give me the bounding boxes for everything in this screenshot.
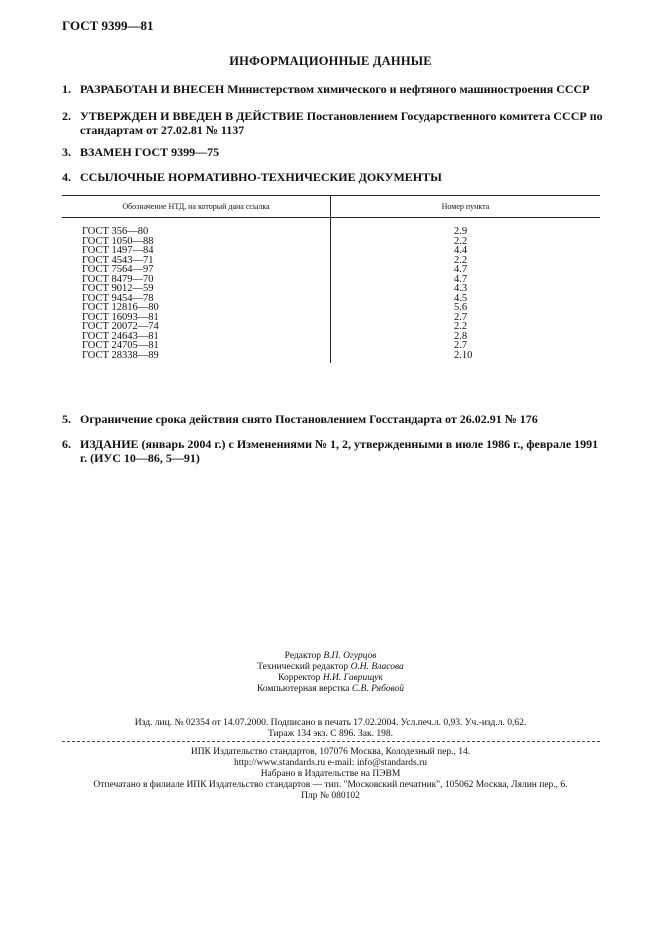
editorial-staff xyxy=(0,651,661,695)
table-cell-clause: 2.2 xyxy=(454,235,468,247)
reference-table xyxy=(62,195,600,365)
item-number: 3. xyxy=(62,145,71,159)
table-cell-clause: 5.6 xyxy=(454,302,468,313)
staff-role: Редактор xyxy=(284,651,321,661)
staff-role: Технический редактор xyxy=(257,662,349,672)
staff-name: О.Н. Власова xyxy=(350,662,404,672)
table-cell-document: ГОСТ 12816—80 xyxy=(82,302,159,313)
table-cell-document: ГОСТ 20072—74 xyxy=(82,321,159,332)
item-lead: РАЗРАБОТАН И ВНЕСЕН xyxy=(80,82,225,96)
info-item-1 xyxy=(62,82,607,96)
item-lead: ВЗАМЕН ГОСТ 9399—75 xyxy=(80,145,220,159)
info-item-6 xyxy=(62,437,607,465)
info-item-2 xyxy=(62,109,607,137)
staff-name: С.В. Рябовой xyxy=(351,684,404,694)
table-header-document: Обозначение НТД, на который дана ссылка xyxy=(122,202,270,211)
clause-column xyxy=(454,227,472,360)
printing-line: http://www.standards.ru e-mail: info@standards.ru xyxy=(233,758,428,768)
table-cell-document: ГОСТ 24643—81 xyxy=(82,330,159,342)
item-number: 1. xyxy=(62,82,71,96)
item-lead: ССЫЛОЧНЫЕ НОРМАТИВНО-ТЕХНИЧЕСКИЕ ДОКУМЕНТЫ xyxy=(80,170,442,184)
info-item-3 xyxy=(62,145,607,159)
item-number: 6. xyxy=(62,437,71,451)
table-cell-document: ГОСТ 1497—84 xyxy=(82,245,154,256)
document-id: ГОСТ 9399—81 xyxy=(62,18,154,33)
info-item-5 xyxy=(62,412,607,426)
table-header-clause: Номер пункта xyxy=(441,202,490,211)
item-text: (январь 2004 г.) с Изменениями № 1, 2, утвержденными в июле 1986 г., феврале 1991 г. (ИУС 10—86, 5—91) xyxy=(80,437,599,465)
table-cell-clause: 2.2 xyxy=(454,254,468,266)
staff-name: Н.И. Гаврищук xyxy=(322,673,383,683)
staff-role: Корректор xyxy=(278,673,321,683)
info-item-4 xyxy=(62,170,607,184)
table-cell-document: ГОСТ 4543—71 xyxy=(82,254,154,266)
item-lead: ИЗДАНИЕ xyxy=(80,437,139,451)
table-top-rule xyxy=(62,195,600,196)
table-cell-clause: 4.7 xyxy=(454,273,468,285)
printing-line: Набрано в Издательстве на ПЭВМ xyxy=(260,769,401,779)
table-cell-document: ГОСТ 16093—81 xyxy=(82,311,159,323)
table-cell-document: ГОСТ 1050—88 xyxy=(82,235,154,247)
table-cell-clause: 2.9 xyxy=(454,226,468,237)
section-title: ИНФОРМАЦИОННЫЕ ДАННЫЕ xyxy=(229,54,432,68)
table-cell-clause: 2.10 xyxy=(454,349,473,361)
publication-line: Изд. лиц. № 02354 от 14.07.2000. Подписано в печать 17.02.2004. Усл.печ.л. 0,93. Уч.-изд.л. 0,62. xyxy=(134,718,527,728)
table-cell-clause: 2.8 xyxy=(454,330,468,342)
table-cell-document: ГОСТ 28338—89 xyxy=(82,349,159,361)
staff-line xyxy=(0,662,661,673)
item-number: 5. xyxy=(62,412,71,426)
table-cell-document: ГОСТ 9012—59 xyxy=(82,283,154,294)
item-lead: Ограничение срока действия снято Постановлением Госстандарта от 26.02.91 № 176 xyxy=(80,412,538,426)
table-cell-clause: 2.7 xyxy=(454,311,468,323)
table-cell-document: ГОСТ 8479—70 xyxy=(82,273,154,285)
printing-line: Отпечатано в филиале ИПК Издательство стандартов — тип. "Московский печатник", 105062 Москва, Лялин пер., 6. xyxy=(93,780,568,790)
staff-line xyxy=(0,684,661,695)
table-cell-clause: 4.3 xyxy=(454,283,468,294)
document-column xyxy=(82,227,159,360)
item-text: Постановлением Государственного комитета СССР по стандартам от 27.02.81 № 1137 xyxy=(80,109,603,137)
table-cell-document: ГОСТ 9454—78 xyxy=(82,292,154,304)
table-cell-document: ГОСТ 356—80 xyxy=(82,226,149,237)
staff-line xyxy=(0,651,661,662)
staff-role: Компьютерная верстка xyxy=(257,684,350,694)
item-lead: УТВЕРЖДЕН И ВВЕДЕН В ДЕЙСТВИЕ xyxy=(80,109,304,123)
table-cell-document: ГОСТ 24705—81 xyxy=(82,340,159,351)
printing-info xyxy=(0,747,661,802)
table-cell-clause: 4.4 xyxy=(454,245,468,256)
table-cell-clause: 4.5 xyxy=(454,292,468,304)
table-cell-document: ГОСТ 7564—97 xyxy=(82,264,154,275)
dashed-divider xyxy=(62,741,600,742)
staff-name: В.П. Огурцов xyxy=(323,651,377,661)
printing-line: ИПК Издательство стандартов, 107076 Москва, Колодезный пер., 14. xyxy=(190,747,471,757)
publication-line: Тираж 134 экз. С 896. Зак. 198. xyxy=(268,729,393,739)
table-column-divider xyxy=(330,195,331,363)
staff-line xyxy=(0,673,661,684)
item-number: 2. xyxy=(62,109,71,123)
table-cell-clause: 2.7 xyxy=(454,340,468,351)
printing-line: Плр № 080102 xyxy=(301,791,360,801)
table-cell-clause: 4.7 xyxy=(454,264,468,275)
item-number: 4. xyxy=(62,170,71,184)
table-cell-clause: 2.2 xyxy=(454,321,468,332)
table-header-rule xyxy=(62,217,600,218)
publication-info xyxy=(0,718,661,740)
item-text: Министерством химического и нефтяного машиностроения СССР xyxy=(224,82,590,96)
